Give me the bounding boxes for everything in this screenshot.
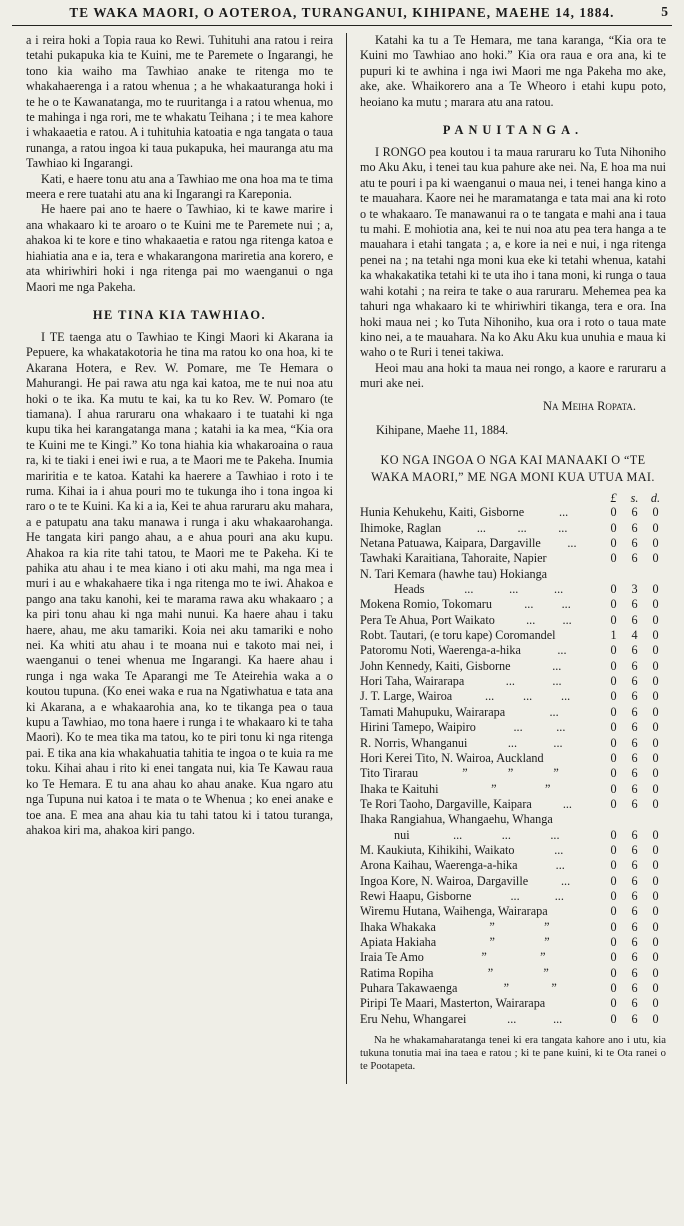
- leader-dots: ...: [557, 643, 567, 658]
- pence-value: 0: [652, 873, 659, 888]
- leader-dots: ...: [559, 505, 569, 520]
- pounds-value: 0: [610, 689, 617, 704]
- table-row: [360, 797, 666, 812]
- pence-value: 0: [652, 1011, 659, 1026]
- table-row: [360, 567, 666, 582]
- leader-dots: ” ”: [491, 781, 551, 796]
- pence-value: 0: [652, 704, 659, 719]
- leader-dots: ...: [562, 796, 572, 811]
- leader-dots: ... ... ...: [476, 520, 568, 535]
- shillings-value: 6: [631, 536, 638, 551]
- pounds-value: 0: [610, 1011, 617, 1026]
- shillings-value: 6: [631, 674, 638, 689]
- subscriber-name: Ratima Ropiha: [360, 965, 434, 980]
- leader-dots: ...: [549, 704, 559, 719]
- subscriber-name: Ihaka Rangiahua, Whangaehu, Whanga: [360, 812, 553, 827]
- table-row: [360, 736, 666, 751]
- subscriber-name: Piripi Te Maari, Masterton, Wairarapa: [360, 996, 546, 1011]
- pounds-value: 0: [610, 643, 617, 658]
- shillings-value: 6: [631, 766, 638, 781]
- subscriber-name: R. Norris, Whanganui: [360, 735, 468, 750]
- subscriber-name: Arona Kaihau, Waerenga-a-hika: [360, 858, 518, 873]
- pounds-value: 0: [610, 520, 617, 535]
- pounds-value: 0: [610, 842, 617, 857]
- table-row: [360, 812, 666, 827]
- shillings-value: 6: [631, 827, 638, 842]
- pounds-value: 0: [610, 612, 617, 627]
- pence-value: 0: [652, 674, 659, 689]
- shillings-value: 6: [631, 858, 638, 873]
- shillings-value: 6: [631, 796, 638, 811]
- pence-value: 0: [652, 965, 659, 980]
- pence-value: 0: [652, 827, 659, 842]
- masthead: [0, 4, 684, 22]
- shillings-value: 6: [631, 689, 638, 704]
- subscriber-name: Iraia Te Amo: [360, 950, 424, 965]
- subscribers-heading: KO NGA INGOA O NGA KAI MANAAKI O “TE WAKA MAORI,” ME NGA MONI KUA UTUA MAI.: [371, 453, 655, 484]
- table-row: [360, 551, 666, 566]
- leader-dots: ” ”: [503, 981, 557, 995]
- table-row: [360, 643, 666, 658]
- table-row: [360, 828, 666, 843]
- pounds-value: 0: [610, 981, 617, 995]
- table-row: [360, 950, 666, 965]
- pounds-value: 0: [610, 934, 617, 949]
- subscriber-name: Mokena Romio, Tokomaru: [360, 597, 492, 612]
- leader-dots: ... ...: [505, 674, 562, 689]
- pounds-value: 0: [610, 720, 617, 735]
- leader-dots: ... ...: [524, 597, 571, 612]
- pounds-value: 0: [610, 750, 617, 765]
- left-column: [26, 33, 346, 1084]
- pence-value: 0: [652, 842, 659, 857]
- pence-value: 0: [652, 551, 659, 566]
- pounds-value: 0: [610, 873, 617, 888]
- subscriber-name: Patoromu Noti, Waerenga-a-hika: [360, 643, 521, 658]
- pounds-value: 0: [610, 888, 617, 903]
- subscriber-name: Apiata Hakiaha: [360, 934, 437, 949]
- pounds-value: 0: [610, 781, 617, 796]
- shillings-value: 6: [631, 597, 638, 612]
- pounds-value: 0: [610, 950, 617, 965]
- subscriber-name: Robt. Tautari, (e toru kape) Coromandel: [360, 628, 556, 643]
- leader-dots: ... ... ...: [485, 689, 571, 704]
- subscriber-name: Tito Tirarau: [360, 766, 419, 781]
- subscriber-name: Tamati Mahupuku, Wairarapa: [360, 704, 506, 719]
- table-row: [360, 981, 666, 996]
- leader-dots: ...: [567, 536, 577, 551]
- leader-dots: ... ...: [526, 612, 572, 627]
- shillings-value: 6: [631, 704, 638, 719]
- pence-value: 0: [652, 658, 659, 673]
- shillings-value: 6: [631, 735, 638, 750]
- leader-dots: ” ”: [481, 950, 546, 965]
- pounds-value: 0: [610, 597, 617, 612]
- subscriber-name: Ihimoke, Raglan: [360, 520, 442, 535]
- pounds-value: 0: [610, 965, 617, 980]
- subscriber-name: N. Tari Kemara (hawhe tau) Hokianga: [360, 566, 548, 581]
- section-heading-he-tina: HE TINA KIA TAWHIAO.: [92, 307, 267, 322]
- table-row: [360, 689, 666, 704]
- pounds-value: 0: [610, 996, 617, 1011]
- shillings-header: s.: [630, 491, 639, 506]
- shillings-value: 6: [631, 950, 638, 965]
- table-row: [360, 628, 666, 643]
- table-row: [360, 920, 666, 935]
- subscriber-name: Tawhaki Karaitiana, Tahoraite, Napier: [360, 551, 547, 566]
- subscriber-name: Te Rori Taoho, Dargaville, Kaipara: [360, 796, 532, 811]
- page-number: 5: [661, 4, 668, 19]
- table-row: [360, 536, 666, 551]
- pence-value: 0: [652, 643, 659, 658]
- pence-value: 0: [652, 520, 659, 535]
- table-row: [360, 582, 666, 597]
- leader-dots: ...: [554, 842, 564, 857]
- shillings-value: 6: [631, 842, 638, 857]
- footnote: Na he whakamaharatanga tenei ki era tangata kahore ano i utu, kia tukuna tonutia mai ina taea e ratou ; ki te pane kuini, ki te Ota ranei o te Pootapeta.: [360, 1034, 666, 1073]
- shillings-value: 6: [631, 643, 638, 658]
- shillings-value: 6: [631, 965, 638, 980]
- pounds-value: 0: [610, 766, 617, 781]
- pence-value: 0: [652, 904, 659, 919]
- pence-value: 0: [652, 919, 659, 934]
- pounds-header: £: [610, 491, 617, 506]
- pence-value: 0: [652, 781, 659, 796]
- paragraph: Heoi mau ana hoki ta maua nei rongo, a kaore e raruraru a muri ake nei.: [360, 360, 666, 391]
- pounds-value: 0: [610, 582, 617, 597]
- pence-value: 0: [652, 582, 659, 597]
- table-row: [360, 843, 666, 858]
- columns: [26, 33, 666, 1084]
- table-row: [360, 966, 666, 981]
- table-row: [360, 782, 666, 797]
- pounds-value: 0: [610, 858, 617, 873]
- pounds-value: 0: [610, 904, 617, 919]
- pence-header: d.: [650, 491, 661, 506]
- leader-dots: ” ”: [487, 965, 549, 980]
- pence-value: 0: [652, 628, 659, 643]
- pounds-value: 0: [610, 919, 617, 934]
- subscriber-name: Heads: [394, 582, 425, 597]
- pence-value: 0: [652, 720, 659, 735]
- leader-dots: ... ...: [513, 720, 566, 735]
- subscriber-name: J. T. Large, Wairoa: [360, 689, 453, 704]
- signature: Na Meiha Ropata.: [543, 398, 636, 413]
- leader-dots: ” ”: [489, 934, 550, 949]
- leader-dots: ... ... ...: [453, 827, 560, 842]
- table-row: [360, 874, 666, 889]
- table-row: [360, 766, 666, 781]
- leader-dots: ... ...: [507, 735, 563, 750]
- table-row: [360, 996, 666, 1011]
- subscriber-name: nui: [394, 827, 410, 842]
- subscriber-name: Hori Taha, Wairarapa: [360, 674, 465, 689]
- subscriber-name: Ihaka Whakaka: [360, 919, 436, 934]
- pence-value: 0: [652, 505, 659, 520]
- shillings-value: 4: [631, 628, 638, 643]
- paragraph: Kati, e haere tonu atu ana a Tawhiao me ona hoa ma te tima meera e rere tuatahi atu ana ki Ingarangi ra Kareponia.: [26, 171, 333, 202]
- pence-value: 0: [652, 612, 659, 627]
- table-row: [360, 705, 666, 720]
- subscriber-name: Ihaka te Kaituhi: [360, 781, 439, 796]
- section-heading-panuitanga: PANUITANGA.: [442, 123, 584, 138]
- shillings-value: 6: [631, 520, 638, 535]
- shillings-value: 6: [631, 658, 638, 673]
- paragraph: Katahi ka tu a Te Hemara, me tana karanga, “Kia ora te Kuini mo Tawhiao ano hoki.” Kia ora raua e ora ana, ki te pupuri ki te awhina i nga iwi Maori me nga Pakeha mo ake, ake, ake. Whaikorero ana a Te Wheoro i etahi kupu poto, heoiano ka mutu ; marara atu ana ratou.: [360, 33, 666, 109]
- paragraph: I RONGO pea koutou i ta maua raruraru ko Tuta Nihoniho mo Aku Aku, i tenei tau kua pahure ake nei. Na, E hoa ma nui atu te pouri i pa ki waenganui o maua nei, i tenei hanga kino a te mauahara. Kaore nei he maramatanga e tata mai ana ki roto o te whakaaro. Te manawanui ra o te tangata e mahi ana i taua tu mahi. E mohiotia ana, kei te nui noa atu pea tera hanga a te mauahara i etahi tangata ; a, e kore ia nei e nui, i nga ritenga penei na ; na tetahi nga moni kua eke ki tetahi whenua, katahi ka whakakatika tetahi ki te uta iho i tana moni, ki runga o taua wahi kotahi ; na reira te take o aua raruraru. Mehemea pea ka tahuri nga whakaaro ki te whiriwhiri tikanga, tera e ora. Ina hoki maua nei ; ko Tuta Nihoniho, kua ora i roto o taua mate kino nei, a te mauahara. Na ko Aku Aku kua unuhia e maua ki waho o te Ruri i tenei takiwa.: [360, 145, 666, 360]
- pence-value: 0: [652, 996, 659, 1011]
- shillings-value: 6: [631, 781, 638, 796]
- subscriber-name: Netana Patuawa, Kaipara, Dargaville: [360, 536, 541, 551]
- pence-value: 0: [652, 597, 659, 612]
- pounds-value: 0: [610, 704, 617, 719]
- leader-dots: ” ”: [489, 919, 550, 934]
- pounds-value: 0: [610, 658, 617, 673]
- subscriber-name: John Kennedy, Kaiti, Gisborne: [360, 658, 511, 673]
- table-row: [360, 521, 666, 536]
- table-row: [360, 505, 666, 520]
- shillings-value: 6: [631, 612, 638, 627]
- dateline: Kihipane, Maehe 11, 1884.: [376, 422, 509, 437]
- shillings-value: 6: [631, 888, 638, 903]
- pence-value: 0: [652, 934, 659, 949]
- currency-header-row: [360, 491, 666, 505]
- masthead-title: TE WAKA MAORI, O AOTEROA, TURANGANUI, KIHIPANE, MAEHE 14, 1884.: [69, 5, 615, 20]
- pence-value: 0: [652, 950, 659, 965]
- table-row: [360, 858, 666, 873]
- pounds-value: 0: [610, 551, 617, 566]
- subscriber-name: Wiremu Hutana, Waihenga, Wairarapa: [360, 904, 548, 919]
- shillings-value: 6: [631, 934, 638, 949]
- shillings-value: 6: [631, 996, 638, 1011]
- pence-value: 0: [652, 750, 659, 765]
- pounds-value: 0: [610, 796, 617, 811]
- pounds-value: 0: [610, 505, 617, 520]
- pence-value: 0: [652, 766, 659, 781]
- paragraph: He haere pai ano te haere o Tawhiao, ki te kawe marire i ana whakaaro ki te aroaro o te Kuini me te Paremete nui ; a, ahakoa ki te kore e tino whakaaetia e ratou nga ritenga katoa e hiahiatia ana e ia, tera e whakarangona mariretia ana korero, e ata whiriwhiri hoki i nga ritenga pai mo waenganui o nga Maori me nga Pakeha.: [26, 202, 333, 294]
- subscriber-name: Hunia Kehukehu, Kaiti, Gisborne: [360, 505, 525, 520]
- shillings-value: 6: [631, 505, 638, 520]
- pounds-value: 0: [610, 536, 617, 551]
- shillings-value: 6: [631, 873, 638, 888]
- table-row: [360, 597, 666, 612]
- table-row: [360, 904, 666, 919]
- subscriber-name: Puhara Takawaenga: [360, 981, 458, 995]
- shillings-value: 6: [631, 1011, 638, 1026]
- table-row: [360, 889, 666, 904]
- shillings-value: 6: [631, 904, 638, 919]
- subscriber-table: [360, 491, 666, 1027]
- subscriber-name: M. Kaukiuta, Kihikihi, Waikato: [360, 842, 515, 857]
- shillings-value: 6: [631, 981, 638, 995]
- subscriber-table-body: [360, 505, 666, 1027]
- leader-dots: ... ...: [510, 888, 564, 903]
- leader-dots: ...: [560, 873, 571, 888]
- pence-value: 0: [652, 735, 659, 750]
- leader-dots: ...: [552, 658, 562, 673]
- subscriber-name: Rewi Haapu, Gisborne: [360, 888, 472, 903]
- pence-value: 0: [652, 796, 659, 811]
- paragraph: a i reira hoki a Topia raua ko Rewi. Tuhituhi ana ratou i reira tetahi pukapuka kia te Kuini, me te Paremete o Ingarangi, he tono kia waiho ma Tawhiao anake te ritenga mo te whakahaerenga i a ratou whenua ; a he whakaaturanga hoki i te he o te Kawanatanga, mo te ruuritanga i a ratou whenua, mo te mahinga i nga rori, me te whakatu Teihana ; i te mea kahore i whakaaetia e ratou. A i tuhituhia katoatia e nga tangata o taua runanga, a ratou ingoa ki taua pukapuka, hei mauranga atu ma Tawhiao ki Ingarangi.: [26, 33, 333, 171]
- table-row: [360, 659, 666, 674]
- subscriber-name: Ingoa Kore, N. Wairoa, Dargaville: [360, 873, 529, 888]
- subscriber-name: Hori Kerei Tito, N. Wairoa, Auckland: [360, 750, 544, 765]
- subscriber-name: Eru Nehu, Whangarei: [360, 1011, 467, 1026]
- pounds-value: 1: [610, 628, 617, 643]
- pounds-value: 0: [610, 827, 617, 842]
- leader-dots: ” ” ”: [462, 766, 559, 781]
- table-row: [360, 935, 666, 950]
- shillings-value: 3: [631, 582, 638, 597]
- pence-value: 0: [652, 981, 659, 995]
- pence-value: 0: [652, 888, 659, 903]
- pounds-value: 0: [610, 674, 617, 689]
- pence-value: 0: [652, 858, 659, 873]
- shillings-value: 6: [631, 919, 638, 934]
- leader-dots: ... ... ...: [464, 582, 564, 597]
- subscriber-name: Hirini Tamepo, Waipiro: [360, 720, 476, 735]
- right-column: [346, 33, 666, 1084]
- header-rule: [12, 25, 672, 26]
- pence-value: 0: [652, 536, 659, 551]
- shillings-value: 6: [631, 750, 638, 765]
- table-row: [360, 1012, 666, 1027]
- subscriber-name: Pera Te Ahua, Port Waikato: [360, 612, 495, 627]
- table-row: [360, 751, 666, 766]
- leader-dots: ... ...: [507, 1011, 563, 1026]
- shillings-value: 6: [631, 720, 638, 735]
- pounds-value: 0: [610, 735, 617, 750]
- paragraph: I TE taenga atu o Tawhiao te Kingi Maori ki Akarana ia Pepuere, ka whakatakotoria he tina ma ratou ko ona hoa, ki te Akarana Hotera, e Rev. W. Pomare, me Te Hemara o Mahurangi. He pai rawa atu nga kai katoa, me te nui noa atu hoki o te ika. Ka mutu te kai, ka tu ko Rev. W. Pomaro (te tiamana). I ahua raruraru ona whakaaro i te tuatahi ki nga kupu tika hei karangatanga mana ; katahi ia ka mea, “Kia ora te Kuini me te Kingi.” Ko tona hiahia kia whakaroaina o raua ra, ki te tiaki i enei iwi e rua, a te Maori me te Pakeha. Inumia mariritia e te katoa. Katahi ka haerere a Tawhiao i roto i te ruma. Kihai ia i ahua pouri mo te tukunga iho i tona ingoa ki raro o te te Kuini. Ka ki a ia, Kei te ahua raruraru aku mahara, a e patupatu ana taku manawa i runga i aku whakaarohanga. He tangata kiri pango ahau, a e ahua pouri ana aku kupu. Ahakoa ra kia rite tahi tatou, te Maori me te Pakeha. Ki te pahika atu ahau i te mea kiano i oti aku mahi, ma nga mea i muri i au e whakahaere tika i nga ritenga mo te iwi. Ahakoa e pango ana taku kanohi, kei te marama rawa aku whakaaro ; a ka piri tonu ahau ki nga mahi nunui. Ka haere ahau i taku haere, ahau, me aku tamariki. Koia nei aku tamariki e noho nei. Ka whiti atu ahau i te moana nui e takoto mai nei, i waenganui o tenei whenua me Ingarangi. Ka haere ahau i runga i nga waka Te Aparangi me Te Ateirehia waka a o koutou tupuna. (Ko enei waka e rua na Ngatiwhatua e tata ana ki Akarana, a e whakaarohia ana, ko te tikanga pea o taua kupu a Tawhiao, mo tona haere i runga i te whakaaro ki te taha Maori). Ko te mea tika ma tatou, ko te piri tonu ki nga ritenga pai. E tika ana kia whakahuatia tahitia te ingoa o te kuia ra me toku. Kihai ahau i rito ki enei tangata nui, kia Te Kawau raua ko Te Hemara. E tu ana ahau ko ahau anake. Kua ngaro atu nga Tupuna nui katoa i te mata o te Whenua ; ko enei anake e toe ana. E mea ana ahau kia tu tahi tatou ki i tatou turanga, ahakoa kiri ma, ahakoa kiri pango.: [26, 329, 333, 837]
- leader-dots: ...: [555, 858, 565, 873]
- table-row: [360, 720, 666, 735]
- pence-value: 0: [652, 689, 659, 704]
- table-row: [360, 613, 666, 628]
- table-row: [360, 674, 666, 689]
- shillings-value: 6: [631, 551, 638, 566]
